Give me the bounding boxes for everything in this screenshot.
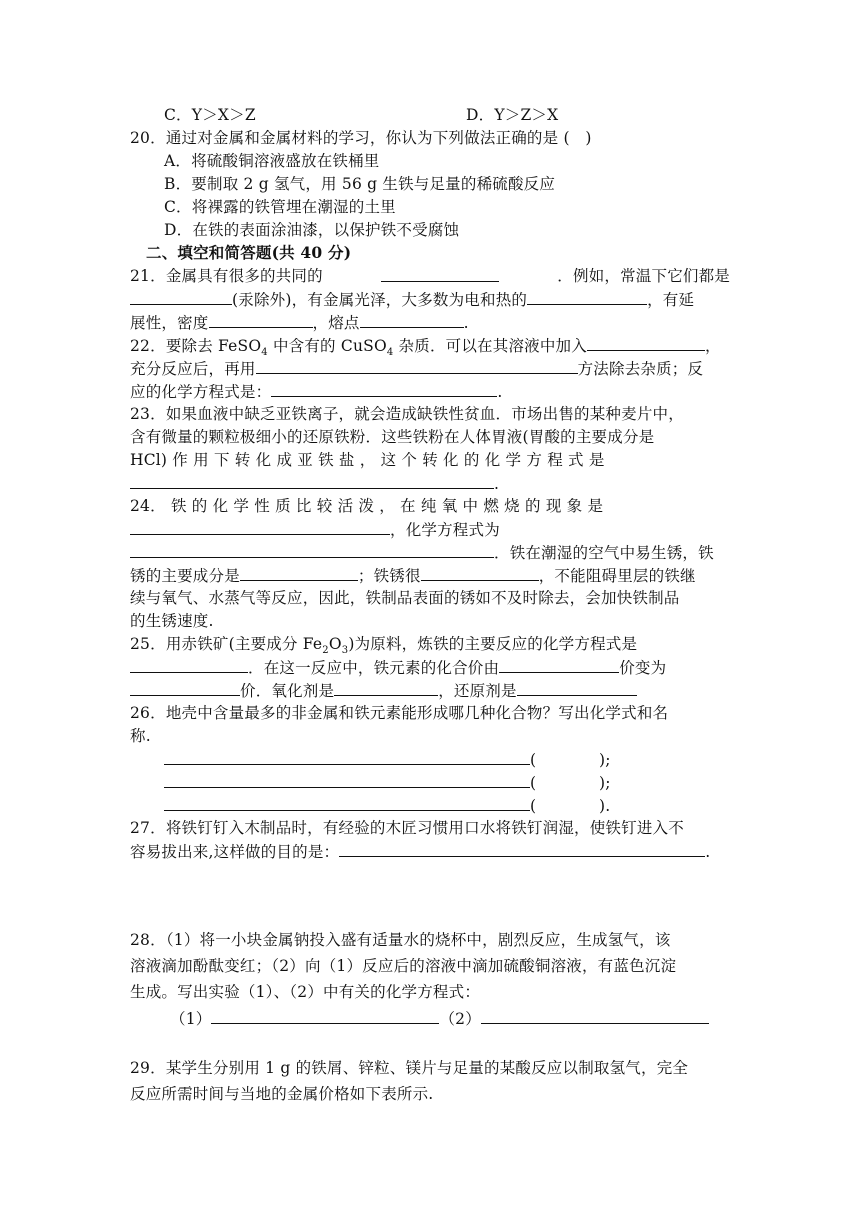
q22-text-1: 22．要除去 FeSO <box>130 337 262 355</box>
q25-text-o: O <box>328 635 342 653</box>
q24-blank-2[interactable] <box>130 541 494 558</box>
q20-option-c: C．将裸露的铁管埋在潮湿的土里 <box>164 198 396 216</box>
q23-line-1: 23．如果血液中缺乏亚铁离子，就会造成缺铁性贫血．市场出售的某种麦片中， <box>130 405 684 423</box>
q25-blank-2[interactable] <box>499 656 619 673</box>
q23-line-4 <box>130 472 730 495</box>
q24-blank-1[interactable] <box>130 518 390 535</box>
q22-text-4: ， <box>704 337 721 355</box>
q22-blank-1[interactable] <box>587 334 705 351</box>
q24-text-5: ；铁锈很 <box>357 567 421 585</box>
q27-blank[interactable] <box>339 840 705 857</box>
q22-text-8: . <box>497 383 503 401</box>
q21-line-3 <box>130 311 730 334</box>
q24-line-6: 的生锈速度. <box>130 612 214 630</box>
q20-option-a: A．将硫酸铜溶液盛放在铁桶里 <box>164 152 380 170</box>
q24-text-6: ，不能阻碍里层的铁继 <box>538 567 696 585</box>
q25-blank-3[interactable] <box>130 679 240 696</box>
q22-text-2: 中含有的 CuSO <box>267 337 387 355</box>
q26-blank-3[interactable] <box>164 794 530 811</box>
q28-line-1: 28．（1）将一小块金属钠投入盛有适量水的烧杯中，剧烈反应，生成氢气，该 <box>130 931 671 949</box>
q21-text-5: 展性，密度 <box>130 314 209 332</box>
q26-answer-row-1 <box>164 748 764 771</box>
q23-line-3: HCl) 作 用 下 转 化 成 亚 铁 盐 ， 这 个 转 化 的 化 学 方 程 式 是 <box>130 451 605 469</box>
q26-answer-row-2 <box>164 771 764 794</box>
q23-blank[interactable] <box>130 472 494 489</box>
q21-text-4: ，有延 <box>647 291 695 309</box>
q22-text-3: 杂质．可以在其溶液中加入 <box>393 337 587 355</box>
q25-text-6: ，还原剂是 <box>438 682 517 700</box>
q20-option-b: B．要制取 2 g 氢气，用 56 g 生铁与足量的稀硫酸反应 <box>164 175 556 193</box>
q25-blank-5[interactable] <box>517 679 637 696</box>
q25-text-3: ．在这一反应中，铁元素的化合价由 <box>248 659 500 677</box>
q19-options <box>164 104 764 126</box>
q25-sub-2: 3 <box>341 645 349 657</box>
q24-line-4 <box>130 564 730 587</box>
q23-line-2: 含有微量的颗粒极细小的还原铁粉．这些铁粉在人体胃液(胃酸的主要成分是 <box>130 428 655 446</box>
q25-blank-4[interactable] <box>334 679 438 696</box>
q26-paren-1: ( ); <box>530 751 611 769</box>
q27-line-1: 27．将铁钉钉入木制品时，有经验的木匠习惯用口水将铁钉润湿，使铁钉进入不 <box>130 819 684 837</box>
q24-line-3 <box>130 541 730 564</box>
q24-line-2 <box>130 518 730 541</box>
q19-option-c: C．Y＞X＞Z <box>164 106 256 124</box>
q25-line-3 <box>130 679 730 702</box>
q24-text-2: ，化学方程式为 <box>390 521 500 539</box>
q28-blank-2[interactable] <box>481 1007 709 1024</box>
q29-line-2: 反应所需时间与当地的金属价格如下表所示. <box>130 1085 434 1103</box>
q25-sub-1: 2 <box>322 645 329 657</box>
q23-text-end: . <box>494 475 500 493</box>
q27-line-2 <box>130 840 730 863</box>
q24-text-4: 锈的主要成分是 <box>130 567 240 585</box>
q21-blank-4[interactable] <box>209 311 313 328</box>
q21-text-1: 21．金属具有很多的共同的 <box>130 267 323 285</box>
q19-option-d: D．Y＞Z＞X <box>466 106 559 124</box>
q22-text-5: 充分反应后，再用 <box>130 360 256 378</box>
section-heading: 二、填空和简答题(共 40 分) <box>146 243 352 262</box>
q28-line-3: 生成。写出实验（1）、（2）中有关的化学方程式： <box>130 983 481 1001</box>
q26-blank-1[interactable] <box>164 748 530 765</box>
q20-option-d: D．在铁的表面涂油漆，以保护铁不受腐蚀 <box>164 221 460 239</box>
q25-blank-1[interactable] <box>130 656 248 673</box>
q24-blank-4[interactable] <box>421 564 539 581</box>
q22-line-2 <box>130 357 730 380</box>
q26-line-1: 26．地壳中含量最多的非金属和铁元素能形成哪几种化合物？写出化学式和名 <box>130 704 669 722</box>
q28-label-1: （1） <box>170 1010 212 1028</box>
q26-paren-3: ( ). <box>530 797 611 815</box>
q22-text-7: 应的化学方程式是： <box>130 383 272 401</box>
q28-label-2: （2） <box>439 1010 481 1028</box>
q24-line-1: 24． 铁 的 化 学 性 质 比 较 活 泼 ， 在 纯 氧 中 燃 烧 的 现 象 是 <box>130 497 604 515</box>
q28-answer-row <box>170 1007 770 1030</box>
q21-text-3: (汞除外)，有金属光泽，大多数为电和热的 <box>232 291 528 309</box>
q24-text-3: ．铁在潮湿的空气中易生锈，铁 <box>494 544 714 562</box>
q26-answer-row-3 <box>164 794 764 817</box>
q25-line-2 <box>130 656 730 679</box>
q28-line-2: 溶液滴加酚酞变红；（2）向（1）反应后的溶液中滴加硫酸铜溶液，有蓝色沉淀 <box>130 957 677 975</box>
q21-line-2 <box>130 288 730 311</box>
q26-blank-2[interactable] <box>164 771 530 788</box>
q22-text-6: 方法除去杂质；反 <box>577 360 704 378</box>
q21-blank-3[interactable] <box>527 288 647 305</box>
q22-sub-1: 4 <box>261 347 268 359</box>
q25-text-4: 价变为 <box>619 659 667 677</box>
q24-blank-3[interactable] <box>240 564 358 581</box>
q28-blank-1[interactable] <box>211 1007 439 1024</box>
q29-line-1: 29．某学生分别用 1 g 的铁屑、锌粒、镁片与足量的某酸反应以制取氢气，完全 <box>130 1059 689 1077</box>
q27-text-2: 容易拔出来,这样做的目的是： <box>130 843 340 861</box>
q21-blank-1[interactable] <box>381 265 499 282</box>
q21-line-1 <box>130 265 730 287</box>
q21-blank-5[interactable] <box>360 311 464 328</box>
q26-paren-2: ( ); <box>530 774 611 792</box>
q22-blank-2[interactable] <box>256 357 578 374</box>
q22-blank-3[interactable] <box>271 380 497 397</box>
q27-text-end: . <box>705 843 711 861</box>
q25-text-1: 25．用赤铁矿(主要成分 Fe <box>130 635 323 653</box>
q26-line-2: 称. <box>130 727 151 745</box>
q25-text-2: )为原料，炼铁的主要反应的化学方程式是 <box>348 635 638 653</box>
q22-line-3 <box>130 380 730 403</box>
q21-text-6: ，熔点 <box>312 314 360 332</box>
q21-blank-2[interactable] <box>130 288 232 305</box>
q21-text-2: ．例如，常温下它们都是 <box>557 267 730 285</box>
q20-stem: 20．通过对金属和金属材料的学习，你认为下列做法正确的是 ( ) <box>130 129 592 147</box>
q25-text-5: 价．氧化剂是 <box>240 682 335 700</box>
q22-sub-2: 4 <box>386 347 394 359</box>
q24-line-5: 续与氧气、水蒸气等反应，因此，铁制品表面的锈如不及时除去，会加快铁制品 <box>130 589 680 607</box>
q21-text-7: . <box>463 314 469 332</box>
